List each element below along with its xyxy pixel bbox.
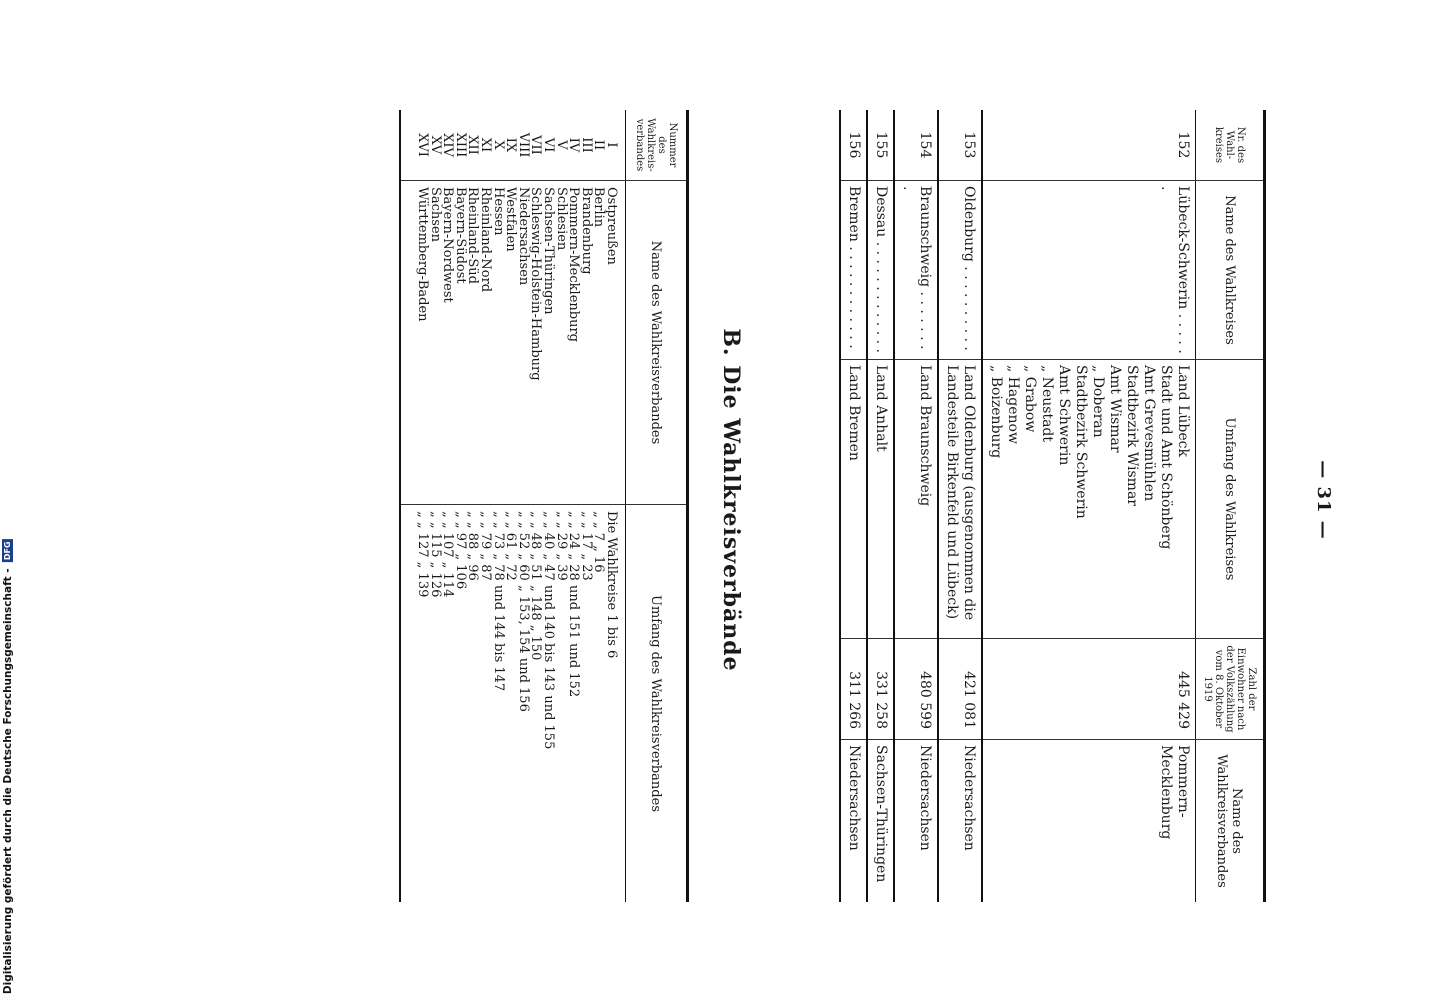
verband-umfang: Die Wahlkreise 1 bis 6 (604, 505, 625, 903)
wahlkreis-name: Lübeck-Schwerin . . . . . . (982, 181, 1196, 360)
einwohner-zahl: 331 258 (867, 639, 894, 740)
verband-name: Rheinland-Nord (478, 181, 491, 505)
header-name: Name des Wahlkreises (1196, 181, 1265, 360)
verband-name: Hessen (491, 181, 504, 505)
table-row (541, 110, 554, 902)
header-umfang: Umfang des Wahlkreises (1196, 360, 1265, 639)
umfang-line: Land Braunschweig (917, 365, 933, 507)
umfang-line: Land Lübeck (1175, 365, 1191, 457)
einwohner-zahl: 421 081 (938, 639, 982, 740)
umfang-line: Amt Grevesmühlen (1141, 365, 1157, 502)
wahlkreis-name: Bremen . . . . . . . . . . . . (840, 181, 867, 360)
verband-name: Bayern-Nordwest (441, 181, 454, 505)
dfg-logo: DFG (3, 540, 12, 560)
table-row (604, 110, 625, 902)
einwohner-zahl: 311 266 (840, 639, 867, 740)
verband-name: Westfalen (504, 181, 517, 505)
verband-umfang: „ „ 79 „ 87 (478, 505, 491, 903)
verband-name: Brandenburg (579, 181, 592, 505)
verband-nr: IV (566, 137, 582, 153)
table-row (516, 110, 529, 902)
digitization-note (2, 539, 14, 994)
table-row (478, 110, 491, 902)
verband-umfang: „ „ 115 „ 126 (428, 505, 441, 903)
wahlkreisverbaende-table (400, 110, 690, 902)
verband-umfang: „ „ 52 „ 60 „ 153, 154 und 156 (516, 505, 529, 903)
verband-umfang: „ „ 40 „ 47 und 140 bis 143 und 155 (541, 505, 554, 903)
table-row (867, 110, 894, 902)
table-row (453, 110, 466, 902)
wahlkreis-nr: 156 (846, 131, 862, 159)
page-number: — 31 — (1313, 460, 1334, 540)
wahlkreis-nr: 152 (1175, 131, 1191, 159)
verband-nr: VII (528, 135, 544, 155)
wahlkreis-umfang (938, 360, 982, 639)
wahlkreisverband-name: Pommern-Mecklenburg (982, 740, 1196, 903)
header-zahl: Zahl der Einwohner nach der Volkszählung vom 8. Oktober 1919 (1196, 639, 1265, 740)
umfang-line: Stadtbezirk Schwerin (1073, 365, 1089, 519)
umfang-line: „ Boizenburg (988, 365, 1004, 459)
wahlkreis-umfang (840, 360, 867, 639)
einwohner-zahl: 480 599 (894, 639, 938, 740)
digitization-note-text: Digitalisierung gefördert durch die Deutsche Forschungsgemeinschaft - (2, 568, 14, 994)
wahlkreise-body (840, 110, 1196, 902)
header-nr: Nummer des Wahlkreis- verbandes (634, 118, 678, 172)
verband-umfang: „ „ 61 „ 72 (504, 505, 517, 903)
umfang-line: „ Doberan (1090, 365, 1106, 438)
wahlkreis-nr: 154 (917, 131, 933, 159)
verband-name: Pommern-Mecklenburg (567, 181, 580, 505)
wahlkreisverband-name: Niedersachsen (938, 740, 982, 903)
einwohner-zahl: 445 429 (982, 639, 1196, 740)
verband-name: Bayern-Südost (453, 181, 466, 505)
verband-umfang: „ „ 73 „ 78 und 144 bis 147 (491, 505, 504, 903)
verband-nr: XV (427, 135, 443, 155)
verband-name: Berlin (592, 181, 605, 505)
table-row (982, 110, 1196, 902)
header-nr: Nr. des Wahl- kreises (1213, 126, 1246, 164)
verband-umfang: „ „ 17 „ 23 (579, 505, 592, 903)
wahlkreise-table (839, 110, 1266, 902)
verband-nr: I (604, 142, 619, 148)
table-row (579, 110, 592, 902)
verband-name: Schlesien (554, 181, 567, 505)
umfang-line: „ Grabow (1022, 365, 1038, 433)
verband-umfang: „ „ 97 „ 106 (453, 505, 466, 903)
umfang-line: Amt Schwerin (1056, 365, 1072, 466)
verband-nr: XVI (401, 110, 429, 181)
verband-nr: VI (541, 137, 557, 153)
table-header-row (626, 110, 688, 902)
wahlkreis-umfang (867, 360, 894, 639)
table-row (894, 110, 938, 902)
verband-nr: II (591, 139, 607, 151)
table-header-row (1196, 110, 1265, 902)
umfang-line: Stadt und Amt Schönberg (1158, 365, 1174, 550)
verband-name: Rheinland-Süd (466, 181, 479, 505)
verband-name: Sachsen-Thüringen (541, 181, 554, 505)
verband-name: Niedersachsen (516, 181, 529, 505)
wahlkreisverbaende-body (401, 110, 626, 902)
verband-name: Schleswig-Holstein-Hamburg (529, 181, 542, 505)
table-row (401, 110, 429, 902)
header-umfang: Umfang des Wahlkreisverbandes (626, 505, 688, 903)
umfang-line: Land Anhalt (873, 365, 889, 452)
verband-umfang: „ „ 127 „ 139 (401, 505, 429, 903)
wahlkreis-name: Dessau . . . . . . . . . . . . . (867, 181, 894, 360)
umfang-line: „ Hagenow (1005, 365, 1021, 444)
umfang-line: Land Bremen (846, 365, 862, 461)
wahlkreis-name: Braunschweig . . . . . . . . (894, 181, 938, 360)
header-verband: Name des Wahlkreisverbandes (1196, 740, 1265, 903)
verband-nr: IX (503, 137, 519, 153)
wahlkreis-umfang (894, 360, 938, 639)
verband-umfang: „ „ 48 „ 51 „ 148 „ 150 (529, 505, 542, 903)
wahlkreisverband-name: Sachsen-Thüringen (867, 740, 894, 903)
table-row (938, 110, 982, 902)
umfang-line: Land Oldenburg (ausgenommen die (961, 365, 977, 621)
verband-name: Ostpreußen (604, 181, 625, 505)
umfang-line: Landesteile Birkenfeld und Lübeck) (944, 365, 960, 620)
verband-nr: XIV (440, 133, 456, 157)
table-row (840, 110, 867, 902)
verband-name: Württemberg-Baden (401, 181, 429, 505)
wahlkreis-umfang (982, 360, 1196, 639)
verband-umfang: „ „ 88 „ 96 (466, 505, 479, 903)
verband-nr: V (553, 140, 569, 150)
verband-nr: XIII (452, 132, 468, 158)
verband-umfang: „ „ 107 „ 114 (441, 505, 454, 903)
verband-nr: XI (478, 137, 494, 153)
verband-nr: XII (465, 135, 481, 155)
umfang-line: Amt Wismar (1107, 365, 1123, 453)
wahlkreisverband-name: Niedersachsen (894, 740, 938, 903)
verband-umfang: „ „ 7 „ 16 (592, 505, 605, 903)
verband-nr: III (578, 137, 594, 153)
verband-nr: X (490, 140, 506, 150)
wahlkreis-nr: 155 (873, 131, 889, 159)
verband-umfang: „ „ 29 „ 39 (554, 505, 567, 903)
umfang-line: Stadtbezirk Wismar (1124, 365, 1140, 506)
verband-nr: VIII (515, 132, 531, 158)
verband-umfang: „ „ 24 „ 28 und 151 und 152 (567, 505, 580, 903)
wahlkreisverband-name: Niedersachsen (840, 740, 867, 903)
verband-name: Sachsen (428, 181, 441, 505)
section-title: B. Die Wahlkreisverbände (718, 328, 744, 672)
header-name: Name des Wahlkreisverbandes (626, 181, 688, 505)
umfang-line: „ Neustadt (1039, 365, 1055, 442)
wahlkreis-nr: 153 (961, 131, 977, 159)
wahlkreis-name: Oldenburg . . . . . . . . . . (938, 181, 982, 360)
